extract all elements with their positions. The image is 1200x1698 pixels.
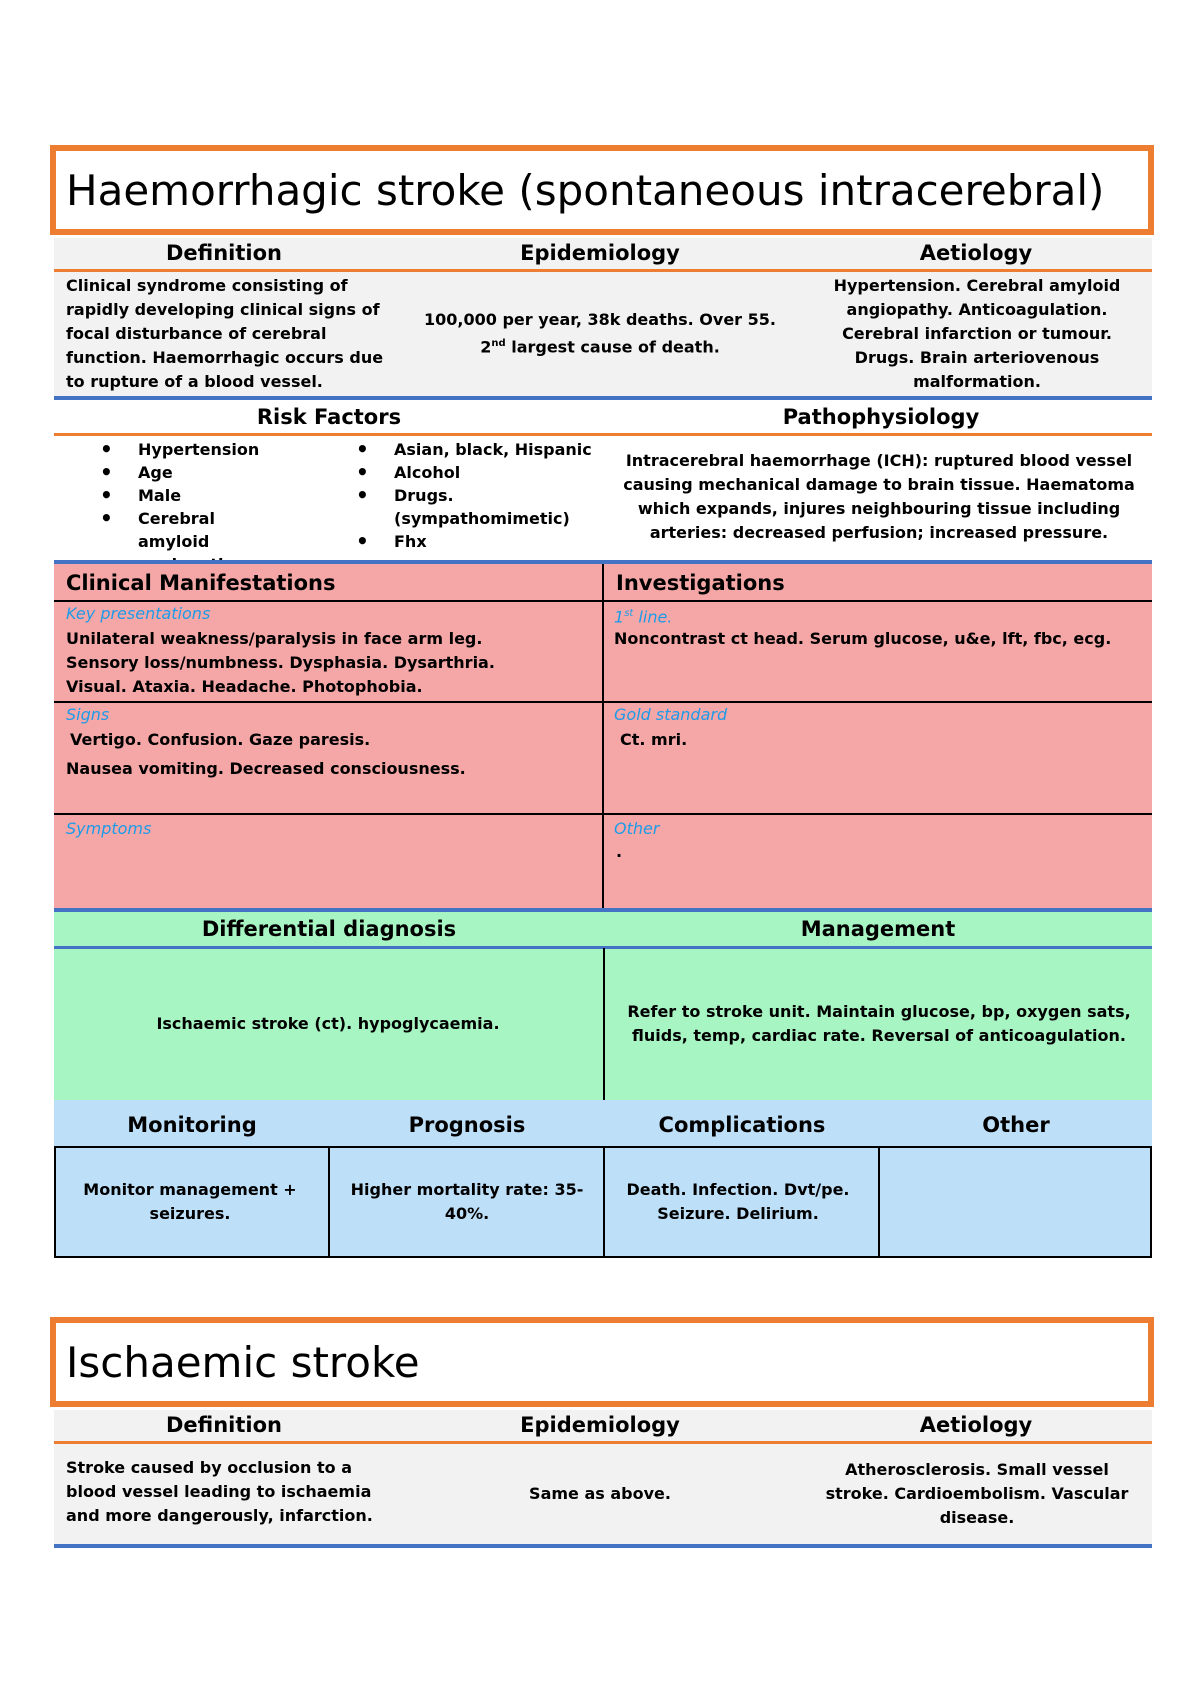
list-item: • Male [62, 484, 362, 507]
clinical-heading: Clinical Manifestations [66, 571, 336, 595]
management-heading: Management [800, 917, 956, 941]
gold-standard-text: Ct. mri. [620, 730, 688, 749]
aetiology-heading: Aetiology [919, 241, 1033, 265]
hemorrhagic-title: Haemorrhagic stroke (spontaneous intracerebral) [66, 165, 1105, 215]
ischaemic-definition-text: Stroke caused by occlusion to a blood vessel leading to ischaemia and more dangerously, infarction. [66, 1458, 373, 1525]
list-item: • Alcohol [318, 461, 608, 484]
col-divider [603, 1146, 605, 1258]
ischaemic-definition-heading: Definition [165, 1413, 282, 1437]
epidemiology-text-part1: 100,000 per year, 38k deaths. Over 55. 2 [424, 310, 776, 357]
management-text: Refer to stroke unit. Maintain glucose, bp, oxygen sats, fluids, temp, cardiac rate. Reversal of anticoagulation. [627, 1002, 1131, 1045]
epidemiology-text [410, 274, 790, 394]
investigations-heading: Investigations [616, 571, 785, 595]
other-heading: Other [982, 1113, 1050, 1137]
other-text [884, 1148, 1148, 1256]
other-investigations-label: Other [614, 819, 660, 838]
complications-text: Death. Infection. Dvt/pe. Seizure. Delirium. [626, 1180, 850, 1223]
differential-heading: Differential diagnosis [201, 917, 457, 941]
prognosis-heading: Prognosis [408, 1113, 526, 1137]
epidemiology-text-part2: largest cause of death. [511, 337, 720, 357]
first-line-sup: st [624, 608, 634, 619]
row-divider [54, 600, 1152, 602]
list-item: • Fhx [318, 530, 608, 553]
ischaemic-aetiology-text: Atherosclerosis. Small vessel stroke. Cardioembolism. Vascular disease. [825, 1460, 1129, 1527]
divider [54, 433, 1152, 436]
first-line-label [614, 603, 1134, 628]
key-presentations-text: Unilateral weakness/paralysis in face arm leg. Sensory loss/numbness. Dysphasia. Dysarthria. Visual. Ataxia. Headache. Photophobia. [66, 629, 495, 696]
first-line-text: Noncontrast ct head. Serum glucose, u&e, lft, fbc, ecg. [614, 629, 1112, 648]
epidemiology-superscript: nd [491, 338, 506, 350]
list-item: • Drugs. (sympathomimetic) [318, 484, 562, 530]
list-item: • Cerebral amyloid [62, 507, 288, 576]
list-item: • Age [62, 461, 362, 484]
list-item: • Hypertension [62, 438, 362, 461]
definition-text: Clinical syndrome consisting of rapidly developing clinical signs of focal disturbance of cerebral function. Haemorrhagic occurs due to rupture of a blood vessel. [66, 276, 384, 391]
symptoms-label: Symptoms [66, 819, 152, 838]
row-divider [54, 701, 1152, 703]
pathophysiology-heading: Pathophysiology [782, 405, 980, 429]
other-investigations-text: . [616, 842, 623, 861]
first-line-num: 1 [614, 607, 625, 627]
ischaemic-aetiology-heading: Aetiology [919, 1413, 1033, 1437]
monitoring-text: Monitor management + seizures. [83, 1180, 297, 1223]
monitoring-heading: Monitoring [127, 1113, 257, 1137]
green-col-divider [603, 948, 605, 1100]
key-presentations-label: Key presentations [66, 604, 211, 623]
col-divider [878, 1146, 880, 1258]
epidemiology-heading: Epidemiology [520, 241, 680, 265]
first-line-rest: line. [638, 607, 673, 627]
aetiology-text: Hypertension. Cerebral amyloid angiopathy. Anticoagulation. Cerebral infarction or tumour. Drugs. Brain arteriovenous malformation. [833, 276, 1121, 391]
signs-line-2: Nausea vomiting. Decreased consciousness. [66, 759, 466, 778]
ischaemic-title-box [50, 1317, 1154, 1407]
definition-heading: Definition [165, 241, 282, 265]
differential-text: Ischaemic stroke (ct). hypoglycaemia. [156, 1014, 500, 1033]
divider [54, 1544, 1152, 1548]
risk-factors-list-1 [62, 438, 362, 576]
hemorrhagic-title-box [50, 145, 1154, 235]
clinical-col-divider [602, 564, 604, 908]
risk-factors-list-2 [318, 438, 608, 553]
ischaemic-epidemiology-heading: Epidemiology [520, 1413, 680, 1437]
risk-factors-heading: Risk Factors [256, 405, 402, 429]
signs-line-1: Vertigo. Confusion. Gaze paresis. [70, 730, 371, 749]
ischaemic-epidemiology-text: Same as above. [529, 1484, 671, 1503]
pathophysiology-text: Intracerebral haemorrhage (ICH): ruptured blood vessel causing mechanical damage to brain tissue. Haematoma which expands, injures neighbouring tissue including arteries: decreased perfusion; increased pressure. [623, 451, 1135, 542]
prognosis-text: Higher mortality rate: 35-40%. [350, 1180, 584, 1223]
row-divider [54, 813, 1152, 815]
ischaemic-title: Ischaemic stroke [66, 1337, 420, 1387]
divider [54, 396, 1152, 400]
complications-heading: Complications [658, 1113, 826, 1137]
gold-standard-label: Gold standard [614, 705, 728, 724]
list-item: • Asian, black, Hispanic [318, 438, 608, 461]
signs-label: Signs [66, 705, 110, 724]
col-divider [328, 1146, 330, 1258]
